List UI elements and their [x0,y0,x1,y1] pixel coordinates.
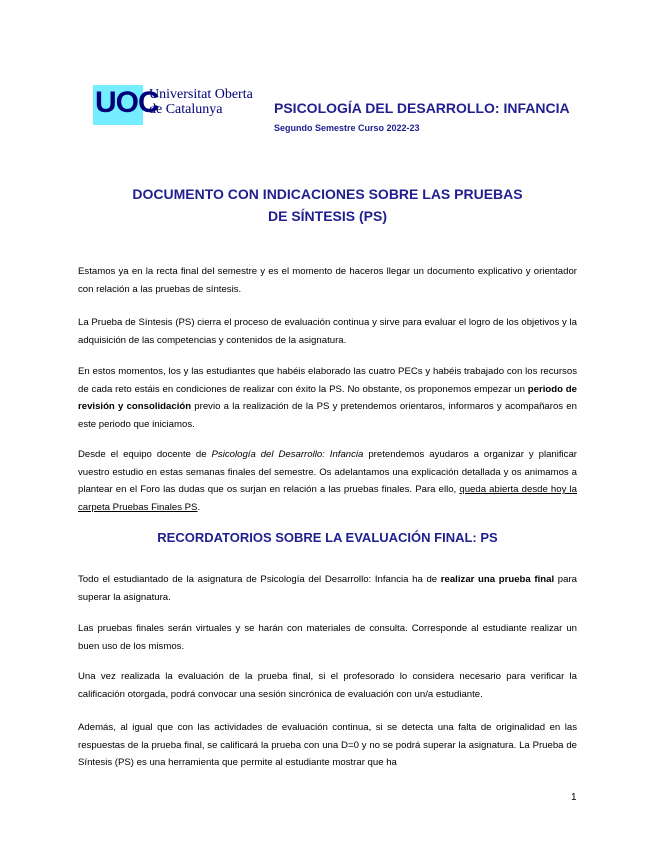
paragraph-final-text-a: Todo el estudiantado de la asignatura de Psicología del Desarrollo: Infancia ha de [78,574,441,585]
uoc-logo-line1: Universitat Oberta [149,87,253,102]
document-title-line2: DE SÍNTESIS (PS) [267,208,388,224]
course-semester: Segundo Semestre Curso 2022-23 [274,123,420,133]
paragraph-team-text-a: Desde el equipo docente de [78,449,212,460]
paragraph-revision-bold: periodo de revisión y consolidación [78,383,577,412]
paragraph-virtual-tests: Las pruebas finales serán virtuales y se harán con materiales de consulta. Corresponde al estudiante realizar un buen uso de los mismos. [78,623,577,652]
paragraph-team-text-c: . [197,501,201,513]
paragraph-final-test-required [78,571,577,606]
paragraph-ps-description: La Prueba de Síntesis (PS) cierra el proceso de evaluación continua y sirve para evaluar el logro de los objetivos y la adquisición de las competencias y contenidos de la asignatura. [78,317,577,346]
uoc-logo-wordmark [149,87,253,117]
document-title-line1: DOCUMENTO CON INDICACIONES SOBRE LAS PRUEBAS [132,186,523,202]
paragraph-intro: Estamos ya en la recta final del semestre y es el momento de haceros llegar un documento explicativo y orientador con relación a las pruebas de síntesis. [78,266,577,295]
uoc-logo-mark: UOC [95,86,159,119]
paragraph-revision-period [78,363,577,433]
course-title: PSICOLOGÍA DEL DESARROLLO: INFANCIA [274,100,570,116]
paragraph-originality: Además, al igual que con las actividades de evaluación continua, si se detecta una falta de originalidad en las respuestas de la prueba final, se calificará la prueba con una D=0 y no se podrá superar la asignatura. La Prueba de Síntesis (PS) es una herramienta que permite al estudiante mostrar que ha [78,722,577,768]
page-number: 1 [571,792,577,803]
uoc-logo [93,85,256,125]
section-title-final-evaluation: RECORDATORIOS SOBRE LA EVALUACIÓN FINAL: PS [157,530,498,545]
paragraph-revision-text-a: En estos momentos, los y las estudiantes que habéis elaborado las cuatro PECs y habéis trabajado con los recursos de cada reto estáis en condiciones de realizar con éxito la PS. No obstante, os proponemos empezar un [78,366,577,395]
paragraph-final-text-b: para superar la asignatura. [78,574,577,603]
paragraph-team-text-b: pretendemos ayudaros a organizar y planificar vuestro estudio en estas semanas finales del semestre. Os adelantamos una explicación detallada y os animamos a plantear en el Foro las dudas que os surjan en relación a las pruebas finales. Para ello, [78,449,577,495]
uoc-logo-line2: de Catalunya [149,102,223,117]
paragraph-synchronous-session: Una vez realizada la evaluación de la prueba final, si el profesorado lo considera necesario para verificar la calificación otorgada, podrá convocar una sesión sincrónica de evaluación con un/a estudiante. [78,671,577,700]
paragraph-team-underline: queda abierta desde hoy la carpeta Pruebas Finales PS [78,484,577,513]
paragraph-team-italic: Psicología del Desarrollo: Infancia [211,449,364,460]
paragraph-teaching-team [78,446,577,516]
paragraph-revision-text-b: previo a la realización de la PS y pretendemos orientaros, informaros y acompañaros en este periodo que iniciamos. [78,401,577,430]
paragraph-final-bold: realizar una prueba final [440,574,555,585]
